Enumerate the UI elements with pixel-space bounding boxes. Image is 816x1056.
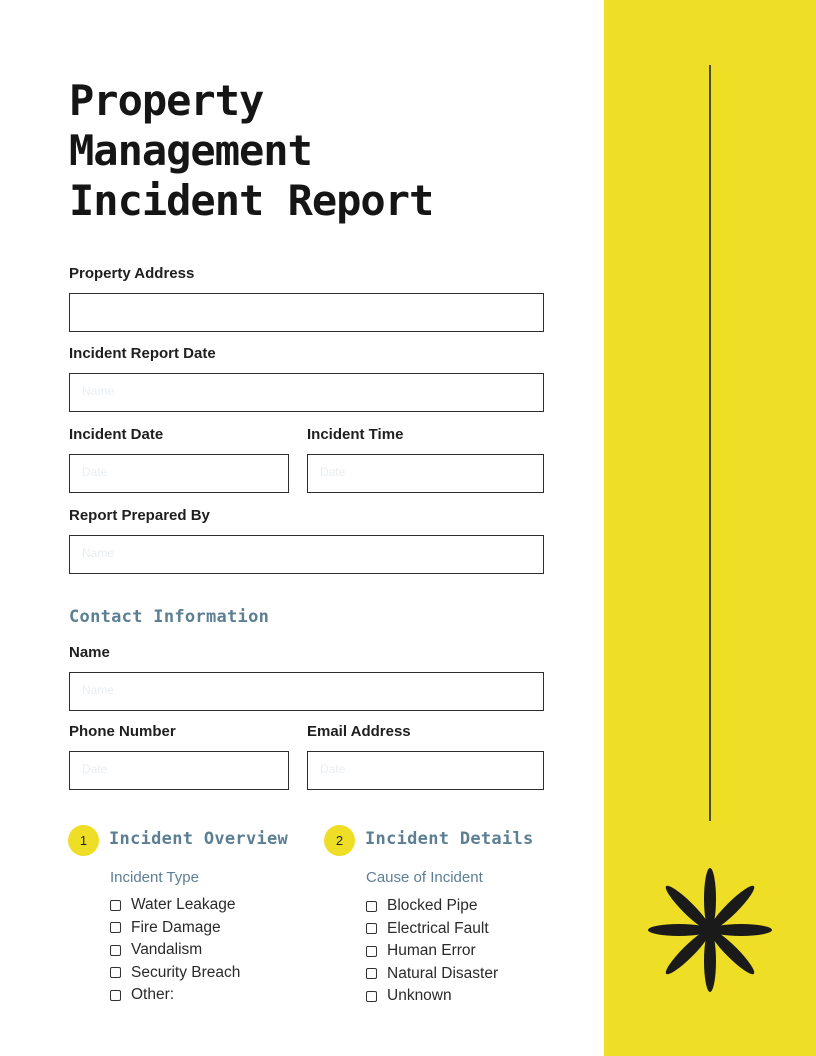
incident-details-heading: Incident Details — [365, 829, 534, 849]
checkbox[interactable] — [110, 990, 121, 1001]
phone-number-field[interactable]: Date — [69, 751, 289, 790]
title-line: Management — [69, 126, 312, 175]
checkbox-label: Water Leakage — [131, 896, 236, 914]
checklist-item[interactable] — [366, 895, 498, 918]
contact-name-label: Name — [69, 644, 110, 661]
checkbox-label: Natural Disaster — [387, 964, 499, 982]
checklist-item[interactable] — [366, 940, 498, 963]
title-line: Incident Report — [69, 176, 434, 225]
checklist-item[interactable] — [110, 894, 240, 917]
report-prepared-by-label: Report Prepared By — [69, 507, 210, 524]
checkbox-label: Fire Damage — [131, 918, 221, 936]
checkbox-label: Human Error — [387, 942, 476, 960]
checkbox[interactable] — [110, 945, 121, 956]
checkbox-label: Security Breach — [131, 963, 241, 981]
incident-report-date-field[interactable]: Name — [69, 373, 544, 412]
checklist-item[interactable] — [110, 917, 240, 940]
checkbox-label: Vandalism — [131, 941, 203, 959]
cause-of-incident-subheading: Cause of Incident — [366, 869, 483, 886]
checklist-item[interactable] — [366, 985, 498, 1008]
contact-name-field[interactable]: Name — [69, 672, 544, 711]
checkbox-label: Other: — [131, 986, 175, 1004]
incident-date-field[interactable]: Date — [69, 454, 289, 493]
checklist-item[interactable] — [366, 963, 498, 986]
asterisk-flower-icon — [648, 868, 772, 992]
checkbox-label: Unknown — [387, 987, 452, 1005]
checkbox[interactable] — [110, 900, 121, 911]
property-address-label: Property Address — [69, 265, 195, 282]
section-number-badge: 1 — [68, 825, 99, 856]
title-line: Property — [69, 76, 264, 125]
cause-of-incident-checklist — [366, 895, 498, 1008]
incident-type-checklist — [110, 894, 240, 1007]
email-address-label: Email Address — [307, 723, 411, 740]
contact-information-heading: Contact Information — [69, 607, 270, 627]
email-address-field[interactable]: Date — [307, 751, 544, 790]
checklist-item[interactable] — [110, 939, 240, 962]
checklist-item[interactable] — [366, 918, 498, 941]
incident-report-date-label: Incident Report Date — [69, 345, 216, 362]
section-number-badge: 2 — [324, 825, 355, 856]
checkbox[interactable] — [110, 967, 121, 978]
incident-overview-heading: Incident Overview — [109, 829, 289, 849]
side-divider-line — [709, 65, 711, 821]
incident-time-field[interactable]: Date — [307, 454, 544, 493]
incident-type-subheading: Incident Type — [110, 869, 199, 886]
checklist-item[interactable] — [110, 984, 240, 1007]
page-title — [69, 76, 549, 226]
checkbox[interactable] — [110, 922, 121, 933]
checkbox[interactable] — [366, 901, 377, 912]
phone-number-label: Phone Number — [69, 723, 176, 740]
checkbox-label: Blocked Pipe — [387, 897, 478, 915]
checkbox[interactable] — [366, 968, 377, 979]
checkbox[interactable] — [366, 991, 377, 1002]
property-address-field[interactable] — [69, 293, 544, 332]
checkbox[interactable] — [366, 946, 377, 957]
incident-date-label: Incident Date — [69, 426, 164, 443]
checkbox-label: Electrical Fault — [387, 919, 489, 937]
checklist-item[interactable] — [110, 962, 240, 985]
checkbox[interactable] — [366, 923, 377, 934]
report-prepared-by-field[interactable]: Name — [69, 535, 544, 574]
incident-time-label: Incident Time — [307, 426, 404, 443]
